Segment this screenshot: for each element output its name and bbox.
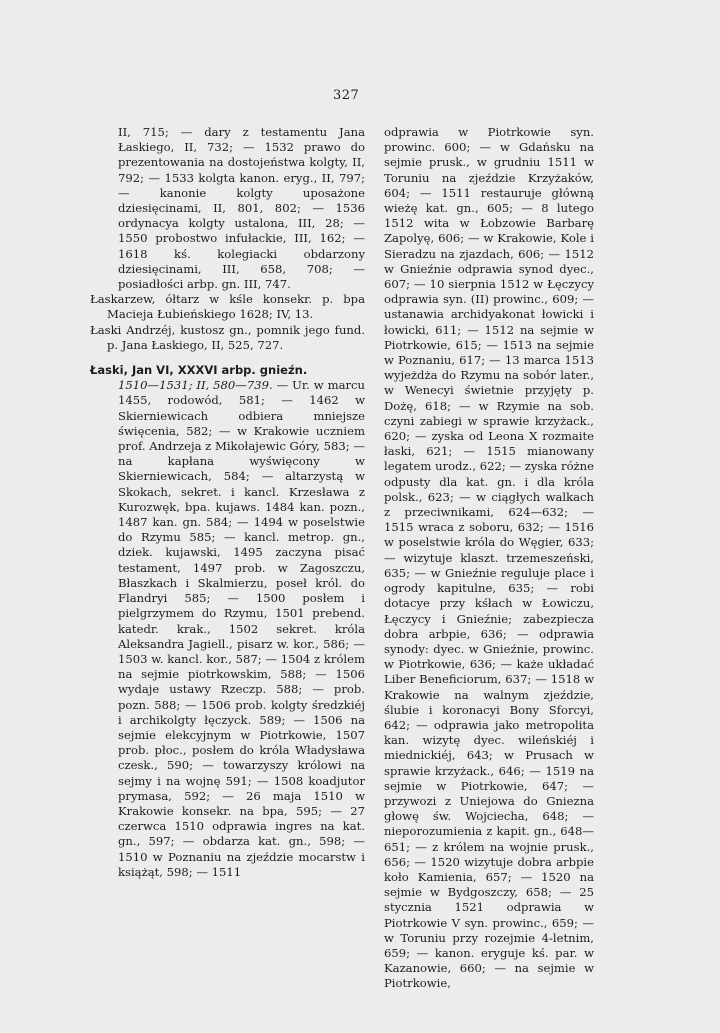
entry-heading: Łaski, Jan VI, XXXVI arbp. gnieźn. — [90, 363, 308, 378]
page-number: 327 — [333, 88, 360, 103]
paragraph-right-continued: odprawia w Piotrkowie syn. prowinc. 600; — w Gdańsku na sejmie prusk., w grudniu 1511 w Toruniu na zjeździe Krzyżaków, 604; — 1511 restauruje główną wieżę kat. gn., 605; — 8 lutego 1512 wita w Łobzowie Barbarę Zapolyę, 606; — w Krakowie, Kole i Sieradzu na zjazdach, 606; — 1512 w Gnieźnie odprawia synod dyec., 607; — 10 sierpnia 1512 w Łęczycy odprawia syn. (II) prowinc., 609; — ustanawia archidyakonat łowicki i łowicki, 611; — 1512 na sejmie w Piotrkowie, 615; — 1513 na sejmie w Poznaniu, 617; — 13 marca 1513 wyjeżdża do Rzymu na sobór later., w Wenecyi świetnie przyjęty p. Dożę, 618; — w Rzymie na sob. czyni zabiegi w sprawie krzyżack., 620; — zyska od Leona X rozmaite łaski, 621; — 1515 mianowany legatem urodz., 622; — zyska różne odpusty dla kat. gn. i dla króla polsk., 623; — w ciągłych walkach z przeciwnikami, 624—632; — 1515 wraca z soboru, 632; — 1516 w poselstwie króla do Węgier, 633; — wizytuje klaszt. trzemeszeński, 635; — w Gnieźnie reguluje place i ogrody kapitulne, 635; — robi dotacye przy kśłach w Łowiczu, Łęczycy i Gnieźnie; zabezpiecza dobra arbpie, 636; — odprawia synody: dyec. w Gnieźnie, prowinc. w Piotrkowie, 636; — każe układać Liber Beneficiorum, 637; — 1518 w Krakowie na walnym zjeździe, ślubie i koronacyi Bony Sforcyi, 642; — odprawia jako metropolita kan. wizytę dyec. wileńskiéj i miednickiéj, 643; w Prusach w sprawie krzyżack., 646; — 1519 na sejmie w Piotrkowie, 647; — przywozi z Uniejowa do Gniezna głowę św. Wojciecha, 648; — nieporozumienia z kapit. gn., 648—651; — z królem na wojnie prusk., 656; — 1520 wizytuje dobra arbpie koło Kamienia, 657; — 1520 na sejmie w Bydgoszczy, 658; — 25 stycznia 1521 odprawia w Piotrkowie V syn. prowinc., 659; — w Toruniu przy rozejmie 4-letnim, 659; — kanon. eryguje kś. par. w Kazanowie, 660; — na sejmie w Piotrkowie, — [384, 125, 594, 991]
entry-laski-andrzej: Łaski Andrzéj, kustosz gn., pomnik jego fund. p. Jana Łaskiego, II, 525, 727. — [90, 322, 365, 352]
paragraph-kolegiata-continued: II, 715; — dary z testamentu Jana Łaskiego, II, 732; — 1532 prawo do prezentowania na dostojeństwa kolgty, II, 792; — 1533 kolgta kanon. eryg., II, 797; — kanonie kolgty uposażone dziesięcinami, II, 801, 802; — 1536 ordynacya kolgty ustalona, III, 28; — 1550 probostwo infułackie, III, 162; — 1618 kś. kolegiacki obdarzony dziesięcinami, III, 658, 708; — posiadłości arbp. gn. III, 747. — [118, 125, 365, 292]
left-column — [90, 125, 365, 880]
entry-laski-jan — [90, 363, 365, 880]
entry-body: — Ur. w marcu 1455, rodowód, 581; — 1462 w Skierniewicach odbiera mniejsze święcenia, 582; — w Krakowie uczniem prof. Andrzeja z Mikołajewic Góry, 583; — na kapłana wyświęcony w Skierniewicach, 584; — altarzystą w Skokach, sekret. i kancl. Krzesława z Kurozwęk, bpa. kujaws. 1484 kan. pozn., 1487 kan. gn. 584; — 1494 w poselstwie do Rzymu 585; — kancl. metrop. gn., dziek. kujawski, 1495 zaczyna pisać testament, 1497 prob. w Zagoszczu, Błaszkach i Skalmierzu, poseł król. do Flandryi 585; — 1500 posłem i pielgrzymem do Rzymu, 1501 prebend. katedr. krak., 1502 sekret. króla Aleksandra Jagiell., pisarz w. kor., 586; — 1503 w. kancl. kor., 587; — 1504 z królem na sejmie piotrkowskim, 588; — 1506 wydaje ustawy Rzeczp. 588; — prob. pozn. 588; — 1506 prob. kolgty średzkiéj i archikolgty łęczyck. 589; — 1506 na sejmie elekcyjnym w Piotrkowie, 1507 prob. płoc., posłem do króla Władysława czesk., 590; — towarzyszy królowi na sejmy i na wojnę 591; — 1508 koadjutor prymasa, 592; — 26 maja 1510 w Krakowie konsekr. na bpa, 595; — 27 czerwca 1510 odprawia ingres na kat. gn., 597; — obdarza kat. gn., 598; — 1510 w Poznaniu na zjeździe mocarstw i książąt, 598; — 1511 — [118, 378, 365, 879]
right-column — [384, 125, 594, 992]
entry-laskarzew: Łaskarzew, ółtarz w kśle konsekr. p. bpa Macieja Łubieńskiego 1628; IV, 13. — [90, 292, 365, 322]
entry-dates: 1510—1531; II, 580—739. — [118, 378, 273, 393]
